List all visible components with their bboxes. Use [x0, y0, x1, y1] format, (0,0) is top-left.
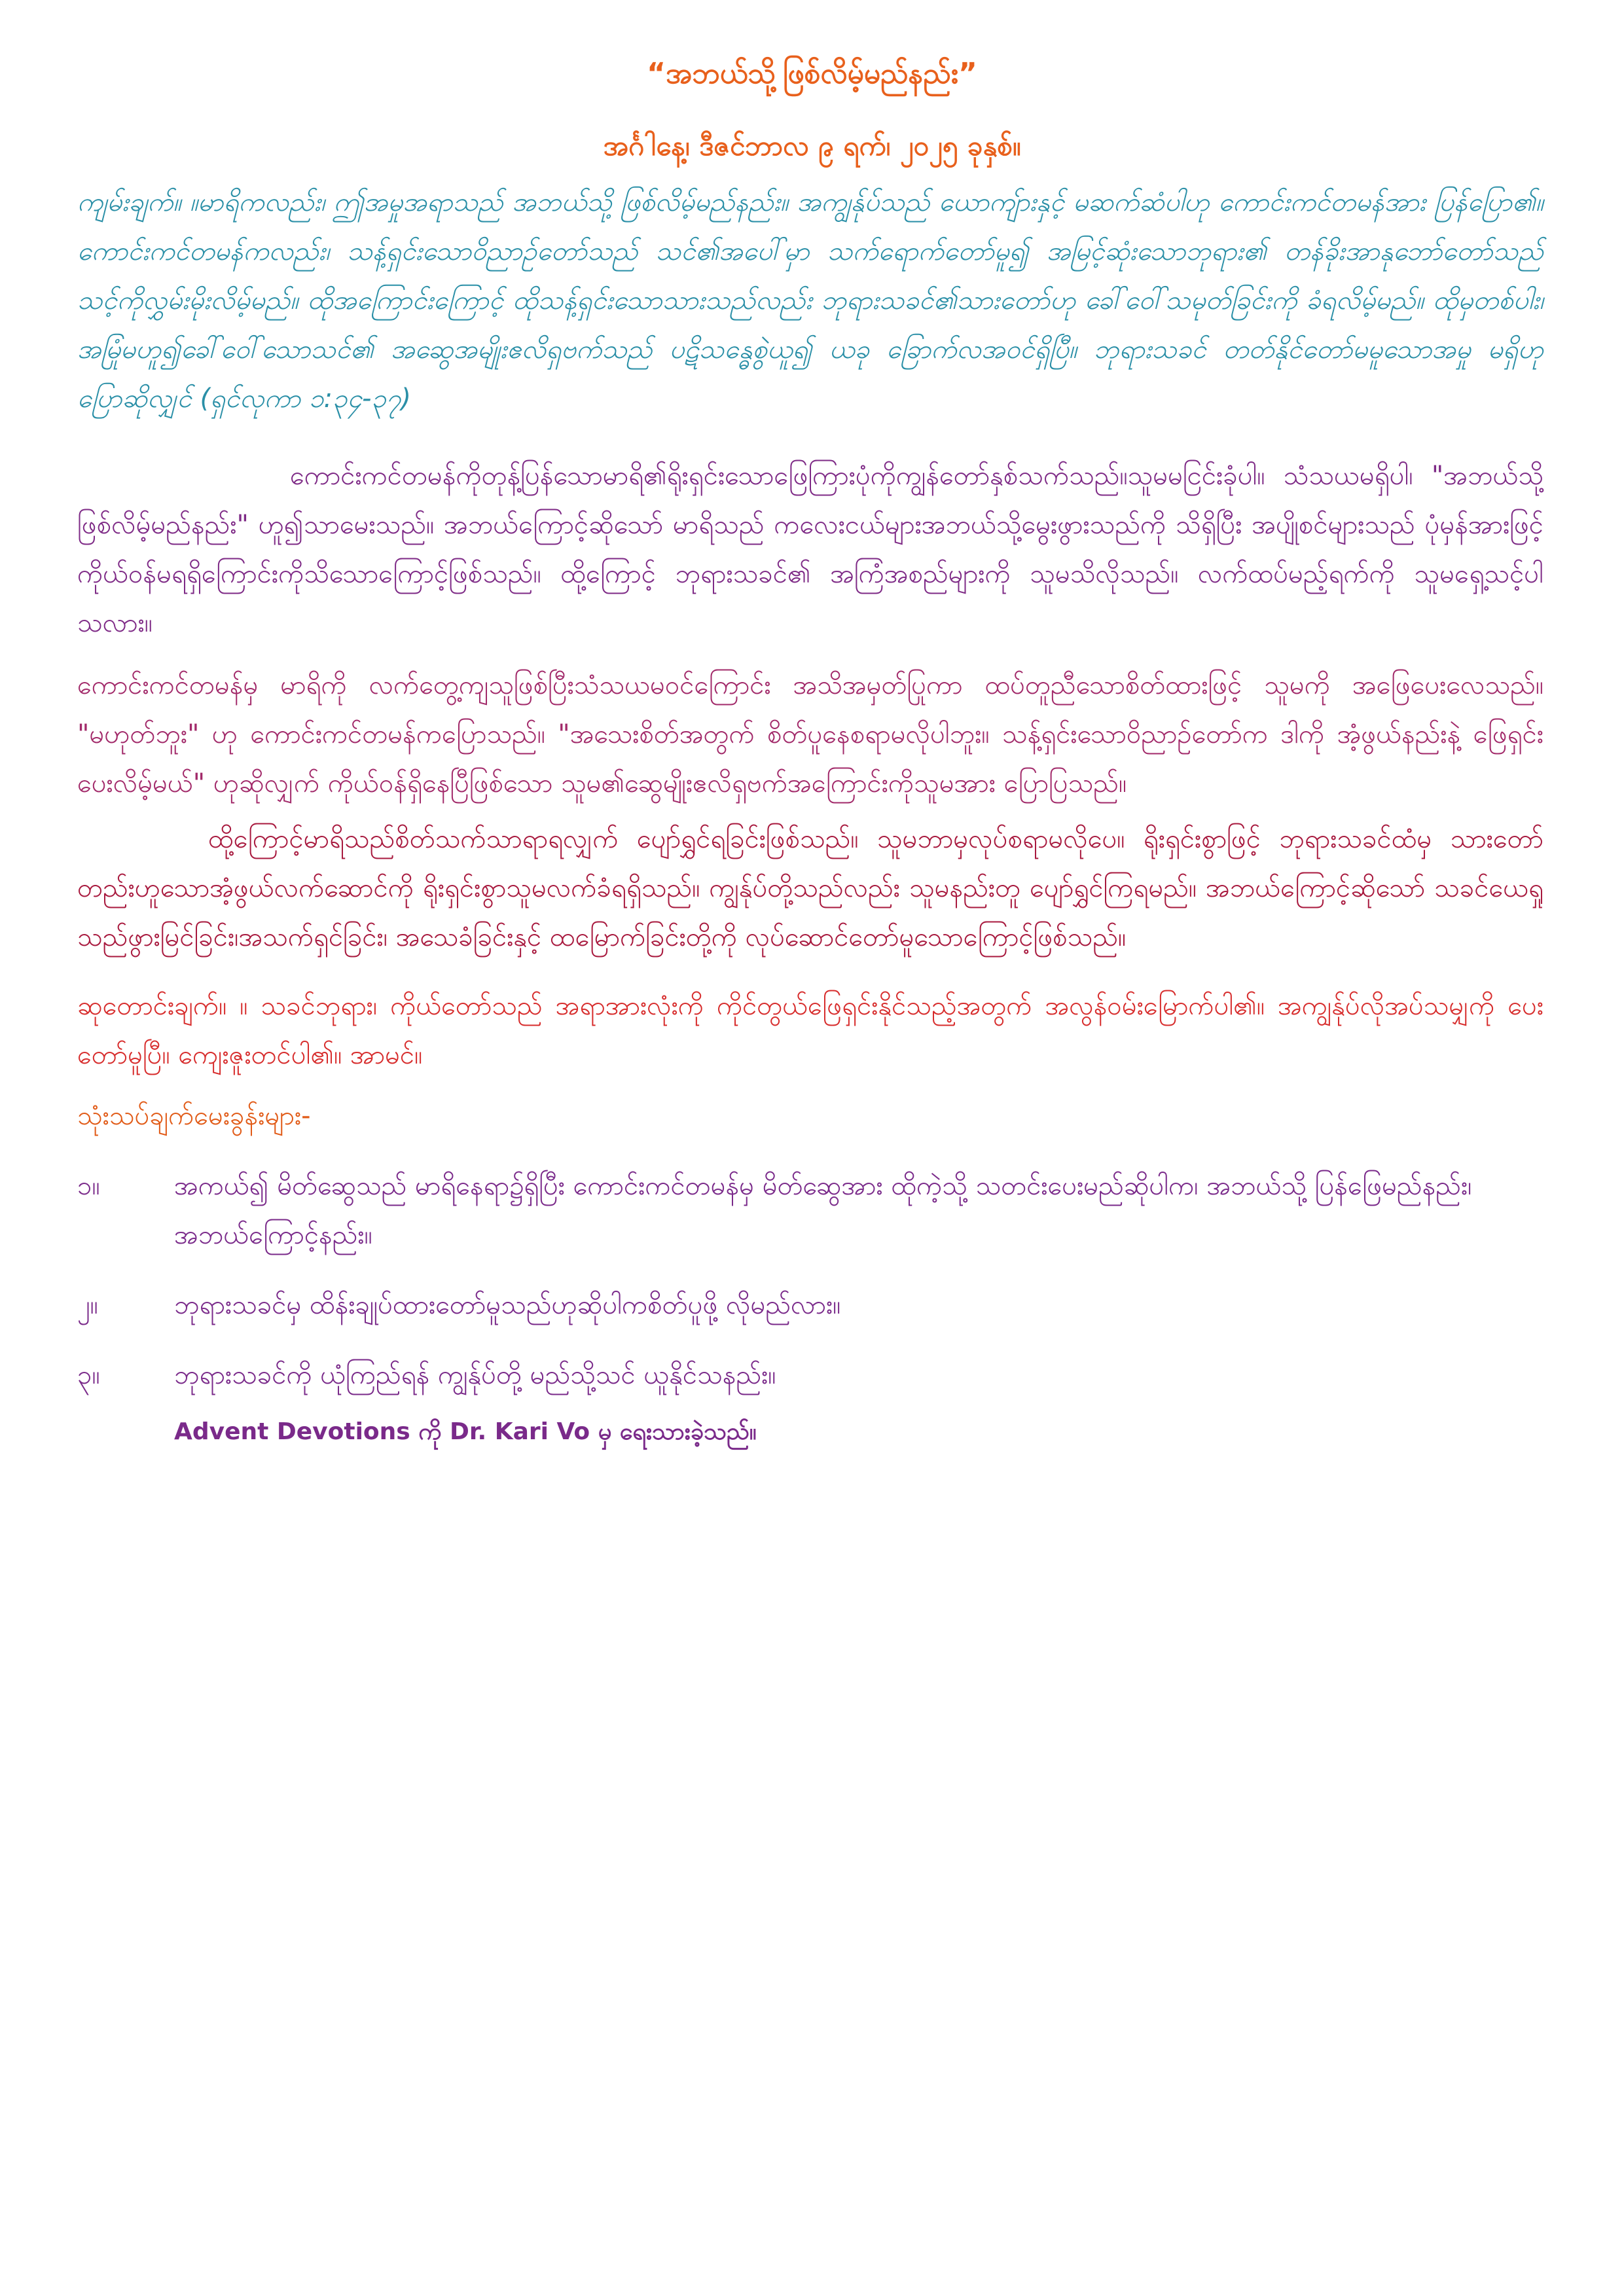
- question-number: ၁။: [77, 1171, 100, 1201]
- question-text: အကယ်၍ မိတ်ဆွေသည် မာရိနေရာ၌ရှိပြီး ကောင်းကင်တမန်မှ မိတ်ဆွေအား ထိုကဲ့သို့ သတင်းပေးမည်ဆိုပါက၊ အဘယ်သို့ ပြန်ဖြေမည်နည်း၊ အဘယ်ကြောင့်နည်း။: [174, 1171, 1472, 1250]
- date-line: အင်္ဂါနေ့၊ ဒီဇင်ဘာလ ၉ ရက်၊ ၂၀၂၅ ခုနှစ်။: [603, 130, 1021, 162]
- question-text: ဘုရားသခင်မှ ထိန်းချုပ်ထားတော်မူသည်ဟုဆိုပါကစိတ်ပူဖို့ လိုမည်လား။: [174, 1290, 841, 1320]
- question-number: ၂။: [77, 1290, 98, 1320]
- author-credit: Advent Devotions ကို Dr. Kari Vo မှ ရေးသားခဲ့သည်။: [174, 1418, 757, 1445]
- body-paragraph-1: ကောင်းကင်တမန်ကိုတုန့်ပြန်သောမာရိ၏ရိုးရှင်းသောဖြေကြားပုံကိုကျွန်တော်နှစ်သက်သည်။သူမမငြင်းခုံပါ။ သံသယမရှိပါ၊ "အဘယ်သို့ဖြစ်လိမ့်မည်နည်း" ဟူ၍သာမေးသည်။ အဘယ်ကြောင့်ဆိုသော် မာရိသည် ကလေးငယ်များအဘယ်သို့မွေးဖွားသည်ကို သိရှိပြီး အပျိုစင်များသည် ပုံမှန်အားဖြင့် ကိုယ်ဝန်မရရှိကြောင်းကိုသိသောကြောင့်ဖြစ်သည်။ ထို့ကြောင့် ဘုရားသခင်၏ အကြံအစည်များကို သူမသိလိုသည်။ လက်ထပ်မည့်ရက်ကို သူမရှေ့သင့်ပါသလား။: [77, 461, 1543, 638]
- body-paragraph-3: ထို့ကြောင့်မာရိသည်စိတ်သက်သာရာရလျှက် ပျော်ရွှင်ရခြင်းဖြစ်သည်။ သူမဘာမှလုပ်စရာမလိုပေ။ ရိုးရှင်းစွာဖြင့် ဘုရားသခင်ထံမှ သားတော်တည်းဟူသောအံ့ဖွယ်လက်ဆောင်ကို ရိုးရှင်းစွာသူမလက်ခံရရှိသည်။ ကျွန်ုပ်တို့သည်လည်း သူမနည်းတူ ပျော်ရွှင်ကြရမည်။ အဘယ်ကြောင့်ဆိုသော် သခင်ယေရှုသည်ဖွားမြင်ခြင်း၊အသက်ရှင်ခြင်း၊ အသေခံခြင်းနှင့် ထမြောက်ခြင်းတို့ကို လုပ်ဆောင်တော်မူသောကြောင့်ဖြစ်သည်။: [77, 824, 1543, 952]
- question-item: [77, 1281, 1543, 1330]
- question-item: [77, 1162, 1543, 1260]
- page-title: “အဘယ်သို့ဖြစ်လိမ့်မည်နည်း”: [647, 57, 977, 90]
- body-paragraph-2: ကောင်းကင်တမန်မှ မာရိကို လက်တွေ့ကျသူဖြစ်ပြီးသံသယမဝင်ကြောင်း အသိအမှတ်ပြုကာ ထပ်တူညီသောစိတ်ထားဖြင့် သူမကို အဖြေပေးလေသည်။ "မဟုတ်ဘူး" ဟု ကောင်းကင်တမန်ကပြောသည်။ "အသေးစိတ်အတွက် စိတ်ပူနေစရာမလိုပါဘူး။ သန့်ရှင်းသောဝိညာဉ်တော်က ဒါကို အံ့ဖွယ်နည်းနဲ့ ဖြေရှင်းပေးလိမ့်မယ်" ဟုဆိုလျှက် ကိုယ်ဝန်ရှိနေပြီဖြစ်သော သူမ၏ဆွေမျိုးဧလိရှဗက်အကြောင်းကိုသူမအား ပြောပြသည်။: [77, 670, 1543, 798]
- question-item: [77, 1351, 1543, 1400]
- scripture-passage: ကျမ်းချက်။ ။မာရိကလည်း၊ ဤအမှုအရာသည် အဘယ်သို့ ဖြစ်လိမ့်မည်နည်း။ အကျွန်ုပ်သည် ယောကျ်ားနှင့် မဆက်ဆံပါဟု ကောင်းကင်တမန်အား ပြန်ပြော၏။ကောင်းကင်တမန်ကလည်း၊ သန့်ရှင်းသောဝိညာဉ်တော်သည် သင်၏အပေါ်မှာ သက်ရောက်တော်မူ၍ အမြင့်ဆုံးသောဘုရား၏ တန်ခိုးအာနုဘော်တော်သည် သင့်ကိုလွှမ်းမိုးလိမ့်မည်။ ထိုအကြောင်းကြောင့် ထိုသန့်ရှင်းသောသားသည်လည်း ဘုရားသခင်၏သားတော်ဟု ခေါ်ဝေါ်သမုတ်ခြင်းကို ခံရလိမ့်မည်။ ထိုမှတစ်ပါး၊ အမြုံမဟူ၍ခေါ်ဝေါ်သောသင်၏ အဆွေအမျိုးဧလိရှဗက်သည် ပဋိသန္ဓေစွဲယူ၍ ယခု ခြောက်လအဝင်ရှိပြီ။ ဘုရားသခင် တတ်နိုင်တော်မမူသောအမှု မရှိဟု ပြောဆိုလျှင် (ရှင်လုကာ ၁:၃၄-၃၇): [77, 187, 1543, 414]
- questions-header: သုံးသပ်ချက်မေးခွန်းများ-: [77, 1101, 311, 1131]
- question-number: ၃။: [77, 1360, 100, 1390]
- questions-list: [77, 1162, 1543, 1421]
- prayer-paragraph: ဆုတောင်းချက်။ ။ သခင်ဘုရား၊ ကိုယ်တော်သည် အရာအားလုံးကို ကိုင်တွယ်ဖြေရှင်းနိုင်သည့်အတွက် အလွန်ဝမ်းမြောက်ပါ၏။ အကျွန်ုပ်လိုအပ်သမျှကို ပေးတော်မူပြီ။ ကျေးဇူးတင်ပါ၏။ အာမင်။: [77, 991, 1543, 1070]
- question-text: ဘုရားသခင်ကို ယုံကြည်ရန် ကျွန်ုပ်တို့ မည်သို့သင် ယူနိုင်သနည်း။: [174, 1360, 776, 1390]
